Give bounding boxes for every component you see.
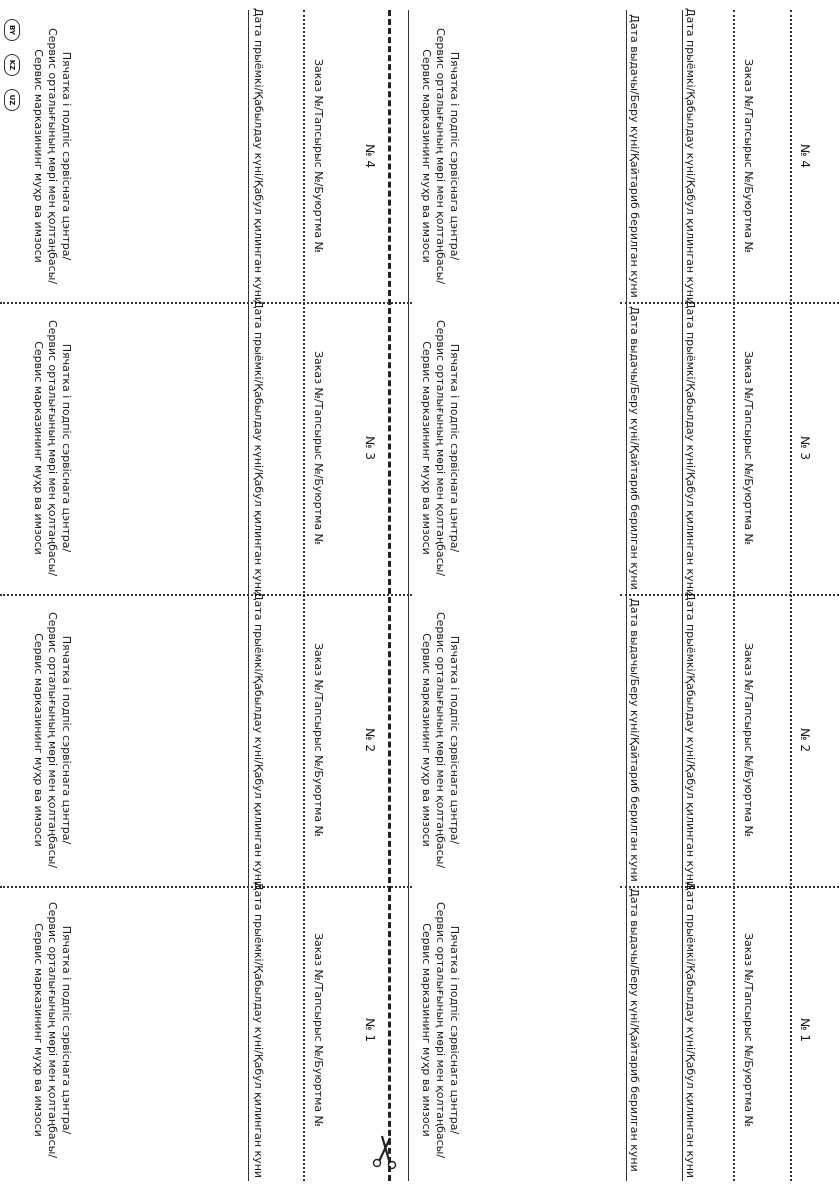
coupon-number: № 4 (363, 144, 377, 168)
stamp-line: Пячатка і подпіс сэрвіснага цэнтра/ (448, 343, 461, 553)
order-number-label: Заказ №/Тапсырыс №/Буюртма № (742, 642, 755, 838)
stamp-line: Пячатка і подпіс сэрвіснага цэнтра/ (448, 51, 461, 261)
stamp-signature-block (419, 28, 461, 284)
stamp-line: Сервис орталығының мөрі мен қолтаңбасы/ (46, 319, 59, 577)
stamp-line: Сервис марказининг муҳр ва имзоси (32, 923, 45, 1137)
row-separator (0, 302, 412, 304)
row-separator (620, 594, 839, 596)
order-number-label: Заказ №/Тапсырыс №/Буюртма № (312, 58, 325, 254)
stamp-line: Сервис марказининг муҳр ва имзоси (32, 633, 45, 847)
country-badge-kz: KZ (4, 54, 20, 76)
stamp-line: Сервис марказининг муҳр ва имзоси (420, 49, 433, 263)
stamp-line: Сервис марказининг муҳр ва имзоси (420, 341, 433, 555)
stamp-line: Пячатка і подпіс сэрвіснага цэнтра/ (60, 925, 73, 1135)
coupon-number: № 3 (363, 436, 377, 460)
issue-date-label: Дата выдачы/Беру күні/Қайтариб берилган куни (628, 306, 641, 590)
stamp-line: Пячатка і подпіс сэрвіснага цэнтра/ (60, 51, 73, 261)
row-separator (620, 886, 839, 888)
issue-date-label: Дата выдачы/Беру күні/Қайтариб берилган куни (628, 888, 641, 1172)
row-separator (620, 302, 839, 304)
issue-date-label: Дата выдачы/Беру күні/Қайтариб берилган куни (628, 598, 641, 882)
receipt-date-label: Дата прыёмкі/Қабылдау күні/Қабул қилинган куни (684, 7, 697, 305)
order-number-label: Заказ №/Тапсырыс №/Буюртма № (312, 642, 325, 838)
stamp-line: Сервис орталығының мөрі мен қолтаңбасы/ (434, 319, 447, 577)
receipt-date-label: Дата прыёмкі/Қабылдау күні/Қабул қилинган куни (252, 299, 265, 597)
stamp-line: Сервис орталығының мөрі мен қолтаңбасы/ (46, 27, 59, 285)
stamp-line: Сервис орталығының мөрі мен қолтаңбасы/ (434, 901, 447, 1159)
stamp-line: Сервис марказининг муҳр ва имзоси (32, 49, 45, 263)
receipt-date-label: Дата прыёмкі/Қабылдау күні/Қабул қилинган куни (252, 7, 265, 305)
coupon-number: № 2 (798, 728, 812, 752)
stamp-line: Сервис марказининг муҳр ва имзоси (420, 923, 433, 1137)
stamp-line: Сервис орталығының мөрі мен қолтаңбасы/ (46, 901, 59, 1159)
stamp-signature-block (31, 28, 73, 284)
stamp-signature-block (419, 320, 461, 576)
receipt-date-label: Дата прыёмкі/Қабылдау күні/Қабул қилинган куни (252, 591, 265, 889)
stamp-line: Сервис орталығының мөрі мен қолтаңбасы/ (46, 611, 59, 869)
stamp-line: Пячатка і подпіс сэрвіснага цэнтра/ (448, 925, 461, 1135)
order-number-label: Заказ №/Тапсырыс №/Буюртма № (312, 932, 325, 1128)
receipt-date-label: Дата прыёмкі/Қабылдау күні/Қабул қилинган куни (684, 591, 697, 889)
coupon-number: № 1 (798, 1018, 812, 1042)
receipt-date-label: Дата прыёмкі/Қабылдау күні/Қабул қилинган куни (684, 881, 697, 1179)
coupon-number: № 3 (798, 436, 812, 460)
stamp-signature-block (31, 902, 73, 1158)
order-number-label: Заказ №/Тапсырыс №/Буюртма № (742, 350, 755, 546)
receipt-date-label: Дата прыёмкі/Қабылдау күні/Қабул қилинган куни (252, 881, 265, 1179)
stamp-signature-block (31, 320, 73, 576)
coupon-number: № 1 (363, 1018, 377, 1042)
order-number-label: Заказ №/Тапсырыс №/Буюртма № (742, 932, 755, 1128)
stamp-line: Сервис марказининг муҳр ва имзоси (420, 633, 433, 847)
row-separator (0, 594, 412, 596)
issue-date-label: Дата выдачы/Беру күні/Қайтариб берилган куни (628, 14, 641, 298)
stamp-line: Сервис орталығының мөрі мен қолтаңбасы/ (434, 611, 447, 869)
scissors-icon (370, 1130, 400, 1170)
stamp-line: Сервис орталығының мөрі мен қолтаңбасы/ (434, 27, 447, 285)
coupon-number: № 4 (798, 144, 812, 168)
stamp-line: Пячатка і подпіс сэрвіснага цэнтра/ (448, 635, 461, 845)
row-separator (0, 886, 412, 888)
stamp-signature-block (31, 612, 73, 868)
coupon-number: № 2 (363, 728, 377, 752)
country-badge-by: BY (4, 19, 20, 41)
stamp-line: Пячатка і подпіс сэрвіснага цэнтра/ (60, 343, 73, 553)
receipt-date-label: Дата прыёмкі/Қабылдау күні/Қабул қилинган куни (684, 299, 697, 597)
stamp-line: Пячатка і подпіс сэрвіснага цэнтра/ (60, 635, 73, 845)
order-number-label: Заказ №/Тапсырыс №/Буюртма № (742, 58, 755, 254)
stamp-signature-block (419, 902, 461, 1158)
stamp-line: Сервис марказининг муҳр ва имзоси (32, 341, 45, 555)
order-number-label: Заказ №/Тапсырыс №/Буюртма № (312, 350, 325, 546)
stamp-signature-block (419, 612, 461, 868)
country-badge-uz: UZ (4, 89, 20, 111)
